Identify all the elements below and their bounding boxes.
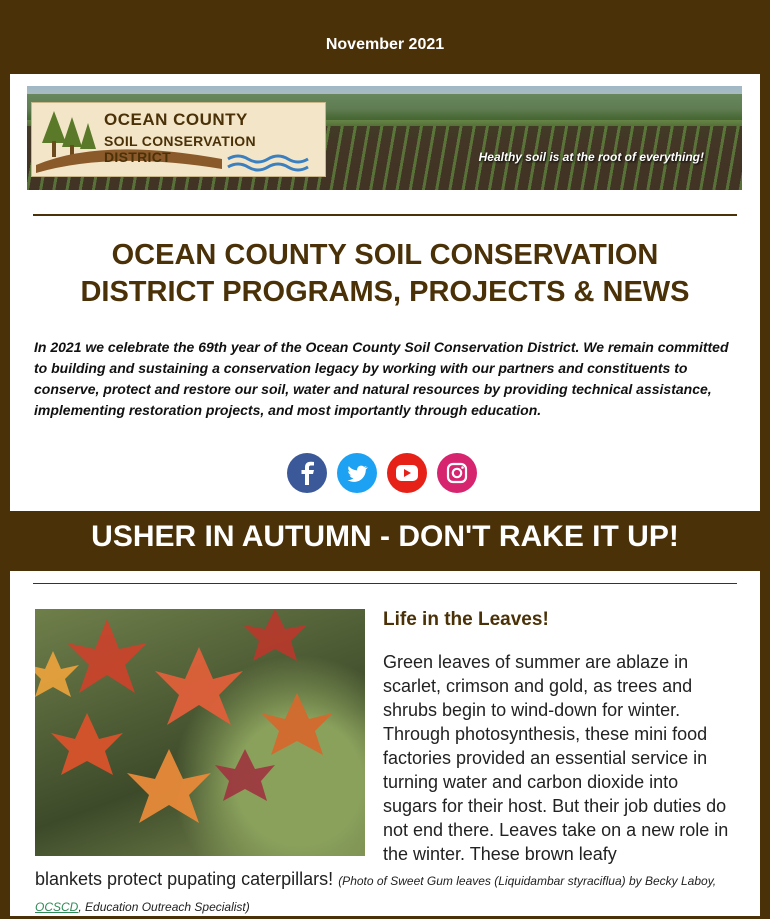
credit-text-end: , Education Outreach Specialist) <box>78 900 250 914</box>
page-title <box>10 237 760 311</box>
sweet-gum-leaves-photo <box>35 609 365 856</box>
instagram-link[interactable] <box>437 453 477 493</box>
youtube-link[interactable] <box>387 453 427 493</box>
twitter-link[interactable] <box>337 453 377 493</box>
banner-tagline: Healthy soil is at the root of everything! <box>478 150 704 164</box>
article-body: Green leaves of summer are ablaze in scarlet, crimson and gold, as trees and shrubs begin to wind-down for winter. Through photosynthesis, these mini food factories provided an essential service in turning water and carbon dioxide into sugars for their host. But their job duties do not end there. Leaves take on a new role in the winter. These brown leafy <box>383 652 729 864</box>
twitter-icon <box>337 453 377 493</box>
ocscd-link[interactable]: OCSCD <box>35 900 79 914</box>
article-body-continued <box>35 867 740 919</box>
logo-line2: SOIL CONSERVATION DISTRICT <box>104 133 256 165</box>
title-line2: DISTRICT PROGRAMS, PROJECTS & NEWS <box>80 276 690 308</box>
intro-text: In 2021 we celebrate the 69th year of the Ocean County Soil Conservation District. We remain committed to building and sustaining a conservation legacy by working with our partners and constituents to conserve, protect and restore our soil, water and natural resources by providing technical assistance, implementing restoration projects, and most importantly through education. <box>34 339 729 418</box>
title-line1: OCEAN COUNTY SOIL CONSERVATION <box>111 239 659 271</box>
divider <box>33 583 737 584</box>
article-title: Life in the Leaves! <box>383 609 549 630</box>
credit-text: (Photo of Sweet Gum leaves (Liquidambar styraciflua) by Becky Laboy, <box>338 874 717 888</box>
header-banner <box>27 86 742 190</box>
district-logo[interactable] <box>31 102 326 177</box>
article-panel <box>10 571 760 916</box>
section-heading: USHER IN AUTUMN - DON'T RAKE IT UP! <box>91 520 679 553</box>
article-body-end: blankets protect pupating caterpillars! <box>35 869 334 889</box>
instagram-icon <box>437 453 477 493</box>
facebook-link[interactable] <box>287 453 327 493</box>
divider <box>33 214 737 216</box>
leaves-illustration <box>35 609 365 856</box>
logo-line1: OCEAN COUNTY <box>104 110 248 129</box>
facebook-icon <box>287 453 327 493</box>
youtube-icon <box>387 453 427 493</box>
intro-panel <box>10 74 760 511</box>
date-header: November 2021 <box>325 36 445 53</box>
